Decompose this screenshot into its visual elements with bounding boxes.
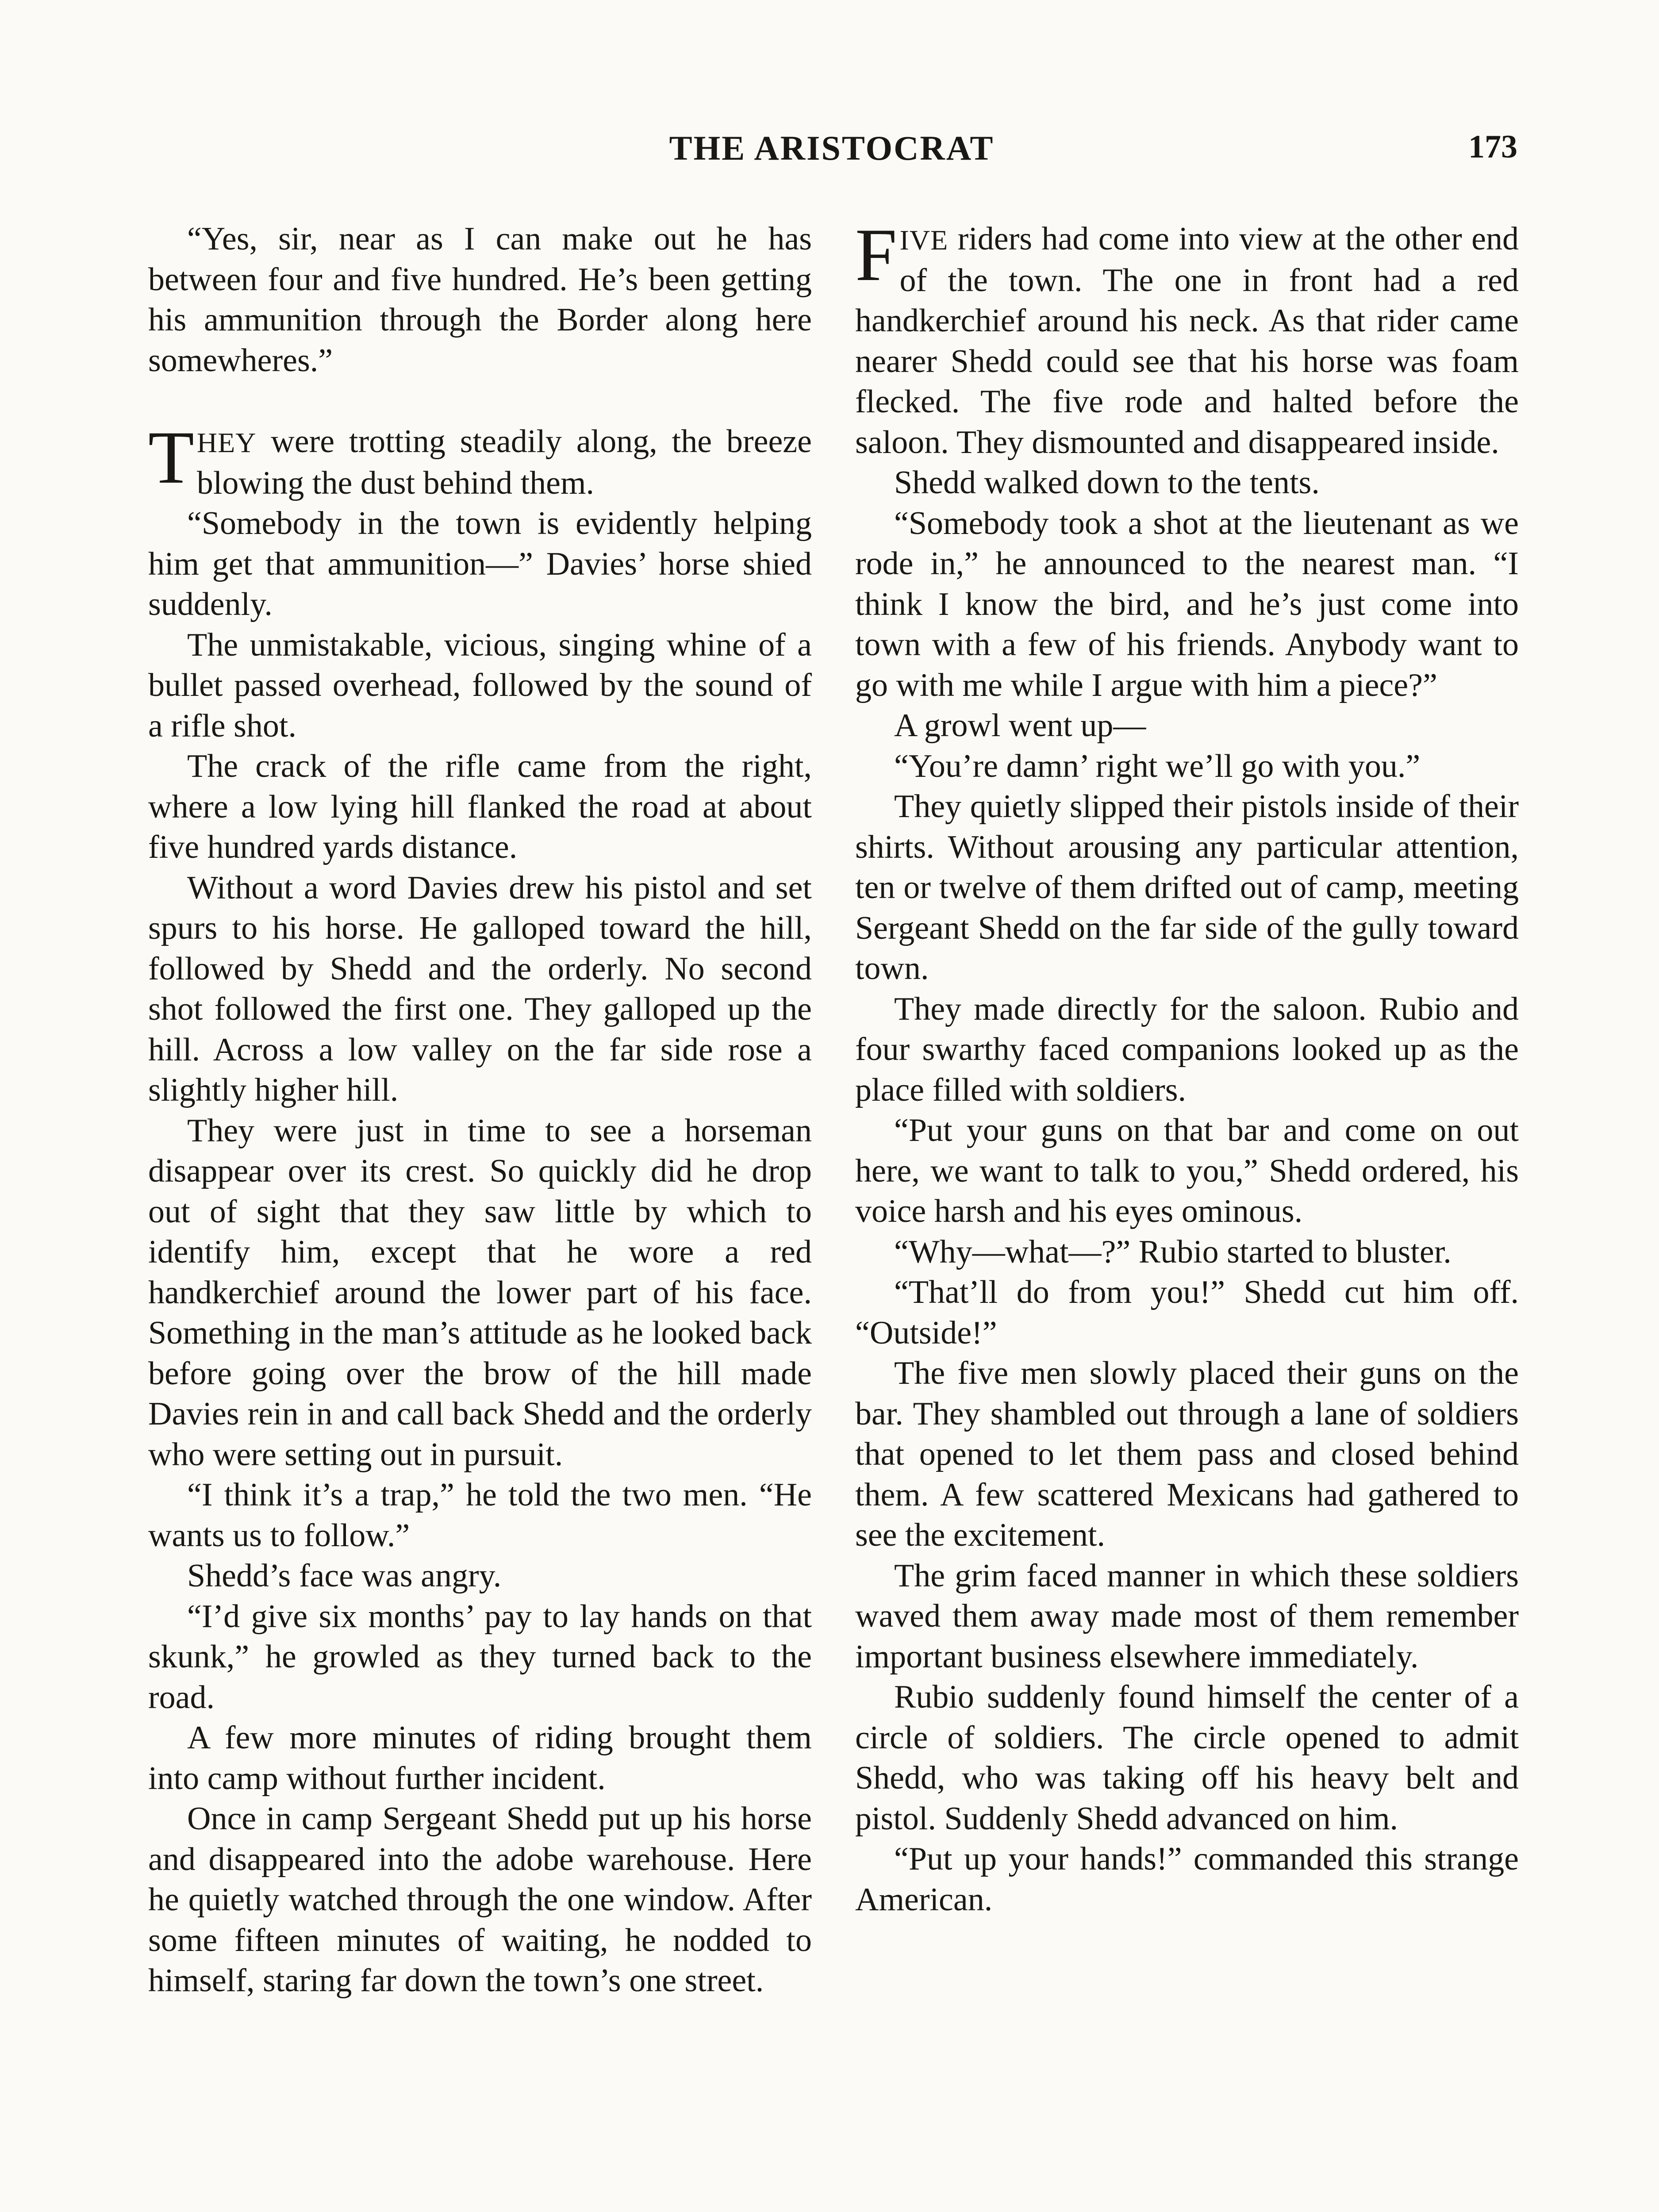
paragraph: Shedd walked down to the tents. <box>894 465 1320 501</box>
paragraph: “I think it’s a trap,” he told the two men. “He wants us to follow.” <box>148 1477 812 1554</box>
paragraph: The crack of the rifle came from the right, where a low lying hill flanked the road at about five hundred yards distance. <box>148 748 812 865</box>
paragraph: Once in camp Sergeant Shedd put up his horse and disappeared into the adobe warehouse. Here he quietly watched through the one window. After some fifteen minutes of waiting, he nodded to himself, staring far down the town’s one street. <box>148 1801 812 1999</box>
paragraph: A few more minutes of riding brought them into camp without further incident. <box>148 1720 812 1797</box>
paragraph-section-start: FIVE riders had come into view at the other end of the town. The one in front had a red handkerchief around his neck. As that rider came nearer Shedd could see that his horse was foam flecked. The five rode and halted before the saloon. They dismounted and disappeared inside. <box>855 213 1519 461</box>
left-column <box>148 219 812 2001</box>
paragraph: “Yes, sir, near as I can make out he has between four and five hundred. He’s been getting his ammunition through the Border along here somewheres.” <box>148 221 812 379</box>
paragraph: “Put up your hands!” commanded this strange American. <box>855 1841 1519 1918</box>
paragraph: “That’ll do from you!” Shedd cut him off. “Outside!” <box>855 1274 1519 1351</box>
paragraph: “Somebody took a shot at the lieutenant as we rode in,” he announced to the nearest man. “I think I know the bird, and he’s just come into town with a few of his friends. Anybody want to go with me while I argue with him a piece?” <box>855 505 1519 703</box>
paragraph: A growl went up— <box>894 707 1146 744</box>
paragraph: The unmistakable, vicious, singing whine of a bullet passed overhead, followed by the sound of a rifle shot. <box>148 626 812 744</box>
running-title: THE ARISTOCRAT <box>669 129 995 167</box>
drop-cap: T <box>148 416 194 499</box>
paragraph: They were just in time to see a horseman disappear over its crest. So quickly did he drop out of sight that they saw little by which to identify him, except that he wore a red handkerchief around the lower part of his face. Something in the man’s attitude as he looked back before going over the brow of the hill made Davies rein in and call back Shedd and the orderly who were setting out in pursuit. <box>148 1112 812 1473</box>
paragraph: The grim faced manner in which these soldiers waved them away made most of them remember important business elsewhere immediately. <box>855 1557 1519 1675</box>
lead-in: IVE <box>899 224 949 256</box>
paragraph: They quietly slipped their pistols inside of their shirts. Without arousing any particular attention, ten or twelve of them drifted out of camp, meeting Sergeant Shedd on the far side of the gully toward town. <box>855 788 1519 987</box>
paragraph: Rubio suddenly found himself the center of a circle of soldiers. The circle opened to admit Shedd, who was taking off his heavy belt and pistol. Suddenly Shedd advanced on him. <box>855 1679 1519 1837</box>
paragraph: “Why—what—?” Rubio started to bluster. <box>894 1233 1452 1270</box>
page-number: 173 <box>1468 129 1517 165</box>
paragraph: “Somebody in the town is evidently helping him get that ammunition—” Davies’ horse shied suddenly. <box>148 505 812 622</box>
paragraph: “You’re damn’ right we’ll go with you.” <box>894 748 1421 784</box>
running-head <box>146 128 1517 173</box>
paragraph-section-start: THEY were trotting steadily along, the breeze blowing the dust behind them. <box>148 416 812 501</box>
paragraph: “I’d give six months’ pay to lay hands on that skunk,” he growled as they turned back to the road. <box>148 1598 812 1716</box>
paragraph: The five men slowly placed their guns on the bar. They shambled out through a lane of soldiers that opened to let them pass and closed behind them. A few scattered Mexicans had gathered to see the excitement. <box>855 1355 1519 1553</box>
lead-in: HEY <box>196 427 257 458</box>
right-column <box>855 213 1519 1920</box>
paragraph: They made directly for the saloon. Rubio and four swarthy faced companions looked up as the place filled with soldiers. <box>855 991 1519 1108</box>
paragraph: Without a word Davies drew his pistol and set spurs to his horse. He galloped toward the hill, followed by Shedd and the orderly. No second shot followed the first one. They galloped up the hill. Across a low valley on the far side rose a slightly higher hill. <box>148 869 812 1108</box>
drop-cap: F <box>855 213 897 296</box>
paragraph: “Put your guns on that bar and come on out here, we want to talk to you,” Shedd ordered, his voice harsh and his eyes ominous. <box>855 1112 1519 1229</box>
paragraph: Shedd’s face was angry. <box>187 1558 502 1594</box>
